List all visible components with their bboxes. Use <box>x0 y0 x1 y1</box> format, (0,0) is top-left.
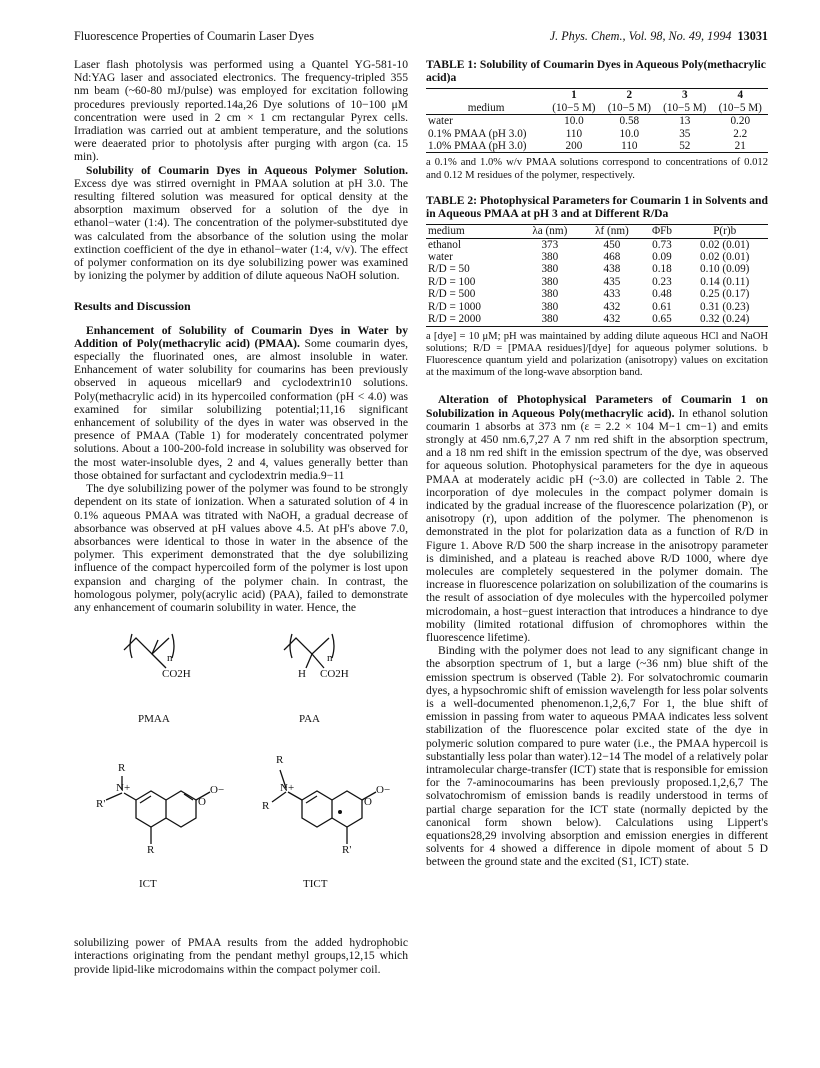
table-cell: 0.58 <box>619 115 640 128</box>
table1-caption: TABLE 1: Solubility of Coumarin Dyes in Aqueous Poly(methacrylic acid)a <box>426 58 766 85</box>
tict-o-label: O <box>364 796 372 809</box>
table2-header: ΦFb <box>651 225 672 238</box>
table-cell: 373 <box>541 238 559 251</box>
table-cell: 0.02 (0.01) <box>699 238 750 251</box>
tict-rprime-label: R' <box>342 844 352 857</box>
paragraph-ionization: The dye solubilizing power of the polymer was found to be strongly dependent on its state of ionization. When a saturated solution of 4 in 0.1% aqueous PMAA was titrated with NaOH, a gradual decrease of absorbance was observed at pH values above 4.5. At pH's above 7.0, absorbances were identical to those in water in the absence of the polymer. This experiment demonstrated that the dye solubilizing influence of the compact hypercoiled form of the polymer is lost upon expansion and charging of the polymer chain. In contrast, the homologous polymer, poly(acrylic acid) (PAA), failed to demonstrate any enhancement of coumarin solubility in water. Hence, the <box>74 482 408 614</box>
table-cell: 2.2 <box>733 127 748 140</box>
table-cell: 432 <box>603 313 621 326</box>
table-row <box>426 251 768 263</box>
table-cell: 0.61 <box>652 300 672 313</box>
table-row <box>426 140 768 153</box>
table1-footnote: a 0.1% and 1.0% w/v PMAA solutions correspond to concentrations of 0.012 and 0.12 M residues of the polymer, respectively. <box>426 157 768 181</box>
table-cell: 110 <box>621 140 638 153</box>
ict-nplus-label: N+ <box>116 782 131 795</box>
table-cell: 1.0% PMAA (pH 3.0) <box>428 140 527 153</box>
table1 <box>426 88 768 153</box>
header-title: Fluorescence Properties of Coumarin Laser Dyes <box>74 29 314 43</box>
paa-co2h-label: CO2H <box>320 668 349 681</box>
table-cell: 0.09 <box>652 251 672 264</box>
ict-o-label: O <box>198 796 206 809</box>
table-cell: 0.10 (0.09) <box>699 263 750 276</box>
table2-header: P(r)b <box>713 225 737 238</box>
table-row <box>426 313 768 326</box>
table2-header: medium <box>428 225 465 238</box>
table-cell: 438 <box>603 263 621 276</box>
paragraph-text: Excess dye was stirred overnight in PMAA solution at pH 3.0. The resulting filtered solution was measured for optical density at the absorption maximum observed for a solution of the dye in ethanol−water (1:4). The concentration of the polymer-substituted dye was calculated from the absorbance of the solution using the molar extinction coefficient of the dye in ethanol−water (1:4, v/v). The effect of polymer conformation on its dye solubilizing power was examined by ionizing the polymer by addition of dilute aqueous NaOH solution. <box>74 176 408 283</box>
table-cell: 380 <box>541 300 559 313</box>
table2-caption: TABLE 2: Photophysical Parameters for Coumarin 1 in Solvents and in Aqueous PMAA at pH 3 and at Different R/Da <box>426 193 768 221</box>
paragraph-binding: Binding with the polymer does not lead to any significant change in the absorption spectrum of 1, but a large (~36 nm) blue shift of the emission spectrum is observed (Table 2). For solvatochromic coumarin dyes, a hypsochromic shift of emission wavelength for less polar solvents is a well-documented phenomenon.1,2,6,7 For 1, the blue shift of emission in passing from water to aqueous PMAA indicates less solvent stabilization of the fluorescence polar excited state of the dye in polymeric solution compared to pure water (i.e., the PMAA hypercoil is substantially less polar than water).12−14 The model of a relatively polar intramolecular charge-transfer (ICT) state that is responsible for emission for the 7-aminocoumarins has been previously proposed.1,2,6,7 The solvatochromism of emission bands is readily understood in terms of partial charge separation for the ICT state (normally depicted by the canonical form shown below). Calculations using Lippert's equations28,29 involving absorption and emission energies in different solvents for 4 showed a difference in dipole moment of about 5 D between the ground state and the excited (S1, ICT) state. <box>426 644 768 869</box>
structures-drawing <box>74 628 408 928</box>
table-cell: 0.23 <box>652 275 672 288</box>
table-cell: 10.0 <box>564 115 584 128</box>
table-cell: 380 <box>541 313 559 326</box>
paa-n-label: n <box>327 652 333 665</box>
table-cell: 10.0 <box>619 127 640 140</box>
pmaa-co2h-label: CO2H <box>162 668 191 681</box>
table2-footnote: a [dye] = 10 μM; pH was maintained by adding dilute aqueous HCl and NaOH solutions; R/D = [PMAA residues]/[dye] for aqueous polymer solutions. b Fluorescence quantum yield and polarization (anisotropy) values on excitation at the maximum of the long-wave absorption band. <box>426 330 768 379</box>
table-cell: 380 <box>541 251 559 264</box>
table-cell: ethanol <box>428 238 461 251</box>
table-cell: 35 <box>679 127 691 140</box>
paragraph-alteration <box>426 393 768 644</box>
table-row <box>426 115 768 128</box>
table-cell: 0.73 <box>652 238 672 251</box>
table-cell: 435 <box>603 275 621 288</box>
table-cell: 0.32 (0.24) <box>699 313 750 326</box>
table2 <box>426 224 768 326</box>
paragraph-text: In ethanol solution coumarin 1 absorbs at 373 nm (ε = 2.2 × 104 M−1 cm−1) and emits strongly at 450 nm.6,7,27 A 7 nm red shift in the absorption spectrum, and a 18 nm red shift in the emission spectrum of the dye, was observed for aqueous solution. Photophysical parameters for the dye in aqueous PMAA at moderately acidic pH (~3.0) are collected in Table 2. The incorporation of dye molecules in the compact polymer domain is indicated by the gradual increase of the fluorescence polarization (P), or anisotropy (r), upon addition of the polymer. The phenomenon is demonstrated in the plot for polarization data as a function of R/D in Figure 1. Above R/D 500 the sharp increase in the anisotropy parameter is diminished, and a plateau is reached above R/D 1000, where dye molecules are completely sequestered in the polymer domain. The increase in fluorescence polarization on solubilization of the coumarins is the result of association of dye molecules with the hypercoiled polymer microdomain, a host−guest interaction that introduces a hindrance to dye mobility (limited rotational diffusion of chromophores within the fluorescence lifetime). <box>426 406 768 644</box>
table-row <box>426 301 768 313</box>
table-cell: 52 <box>679 140 691 153</box>
paragraph-enhancement <box>74 324 408 482</box>
table1-colnum: 2 <box>626 89 633 102</box>
paragraph-solubility-methods <box>74 164 408 283</box>
runin-heading: Solubility of Coumarin Dyes in Aqueous Polymer Solution. <box>86 163 408 177</box>
section-heading: Results and Discussion <box>74 299 191 314</box>
table-cell: 0.31 (0.23) <box>699 300 750 313</box>
table-cell: R/D = 500 <box>428 288 476 301</box>
running-header <box>74 30 768 46</box>
right-column <box>426 58 768 869</box>
table2-header: λa (nm) <box>532 225 568 238</box>
table1-colnum: 3 <box>681 89 688 102</box>
table1-colnum: 1 <box>571 89 577 102</box>
tict-r-left-label: R <box>262 800 270 813</box>
table1-colunit: (10−5 M) <box>607 101 651 114</box>
table1-colunit: (10−5 M) <box>552 101 596 114</box>
paragraph-methods-photolysis: Laser flash photolysis was performed using a Quantel YG-581-10 Nd:YAG laser and associated electronics. The frequency-tripled 355 nm beam (~60-80 mJ/pulse) was employed for excitation following procedures previously reported.14a,26 Dye solutions of 10−100 μM concentration were used in 2 cm × 1 cm rectangular Pyrex cells. Irradiation was carried out at ambient temperature, and the solutions were deaerated prior to photolysis after purging with argon (ca. 15 min). <box>74 58 408 164</box>
paa-h-label: H <box>298 668 306 681</box>
table-cell: 110 <box>565 127 583 140</box>
table1-colunit: (10−5 M) <box>663 101 707 114</box>
paragraph-text: Some coumarin dyes, especially the fluorinated ones, are almost insoluble in water. Enhancement of water solubility for coumarins has been previously observed in aqueous micellar9 and cyclodextrin10 solutions. Poly(methacrylic acid) in its hypercoiled conformation (pH < 4.0) was examined for similar solubilizing potential;11,16 significant enhancement of solubility of the dyes in water was observed in the presence of PMAA (Table 1) for moderately concentrated polymer solutions. About a 100-200-fold increase in solubility was observed for the most water-insoluble dyes, 2 and 4, values generally better than those obtained for surfactant and cyclodextrin media.9−11 <box>74 336 409 482</box>
table-cell: 0.65 <box>652 313 672 326</box>
table-cell: R/D = 50 <box>428 263 470 276</box>
paragraph-hydrophobic: solubilizing power of PMAA results from the added hydrophobic interactions originating from the pendant methyl groups,12,15 which provide lipid-like microdomains within the compact polymer coil. <box>74 936 408 976</box>
tict-nplus-label: N+ <box>280 782 295 795</box>
table-cell: 380 <box>541 275 559 288</box>
table-row <box>426 238 768 251</box>
table-row <box>426 276 768 288</box>
table1-header-medium: medium <box>467 101 505 114</box>
table-cell: 380 <box>541 288 559 301</box>
ict-r-label: R <box>118 762 126 775</box>
table-cell: 0.48 <box>652 288 672 301</box>
table-cell: water <box>428 251 453 264</box>
pmaa-n-label: n <box>167 652 173 665</box>
table-cell: 200 <box>565 140 583 153</box>
ict-rprime-label: R' <box>96 798 106 811</box>
table-row <box>426 263 768 275</box>
table2-body <box>426 238 768 326</box>
table-cell: 0.1% PMAA (pH 3.0) <box>428 127 527 140</box>
table-row <box>426 288 768 300</box>
table-cell: 450 <box>603 238 621 251</box>
journal-citation: J. Phys. Chem., Vol. 98, No. 49, 1994 <box>549 29 732 43</box>
table-cell: 0.14 (0.11) <box>700 275 750 288</box>
table-cell: 380 <box>541 263 559 276</box>
table-row <box>426 128 768 140</box>
table1-colnum: 4 <box>737 89 744 102</box>
table-cell: 0.25 (0.17) <box>699 288 750 301</box>
table-cell: 0.20 <box>730 115 751 128</box>
table-cell: 468 <box>603 251 621 264</box>
table-cell: R/D = 1000 <box>428 300 481 313</box>
table-cell: 0.18 <box>652 263 672 276</box>
tict-r-label: R <box>276 754 284 767</box>
table-cell: 21 <box>734 140 746 153</box>
ict-r-bottom-label: R <box>147 844 155 857</box>
left-column <box>74 58 408 976</box>
table-cell: water <box>428 115 453 128</box>
table1-colunit: (10−5 M) <box>718 101 762 114</box>
runin-heading: Alteration of Photophysical Parameters of Coumarin 1 on Solubilization in Aqueous Poly(methacrylic acid). <box>426 393 768 420</box>
table-cell: 0.02 (0.01) <box>699 251 750 264</box>
tict-label: TICT <box>303 878 328 891</box>
pmaa-label: PMAA <box>138 713 170 726</box>
table1-header-spacer <box>426 89 546 102</box>
table-cell: R/D = 2000 <box>428 313 481 326</box>
table-cell: 13 <box>679 115 691 128</box>
paa-label: PAA <box>299 713 320 726</box>
tict-ominus-label: O− <box>376 784 391 797</box>
chemical-structures <box>74 628 408 928</box>
table2-header: λf (nm) <box>595 225 629 238</box>
page-number: 13031 <box>737 29 768 43</box>
table-cell: 433 <box>603 288 621 301</box>
table-cell: 432 <box>603 300 621 313</box>
runin-heading: Enhancement of Solubility of Coumarin Dyes in Water by Addition of Poly(methacrylic acid) (PMAA). <box>74 323 408 350</box>
ict-label: ICT <box>139 878 157 891</box>
table-cell: R/D = 100 <box>428 275 476 288</box>
header-journal <box>550 30 768 43</box>
ict-ominus-label: O− <box>210 784 225 797</box>
